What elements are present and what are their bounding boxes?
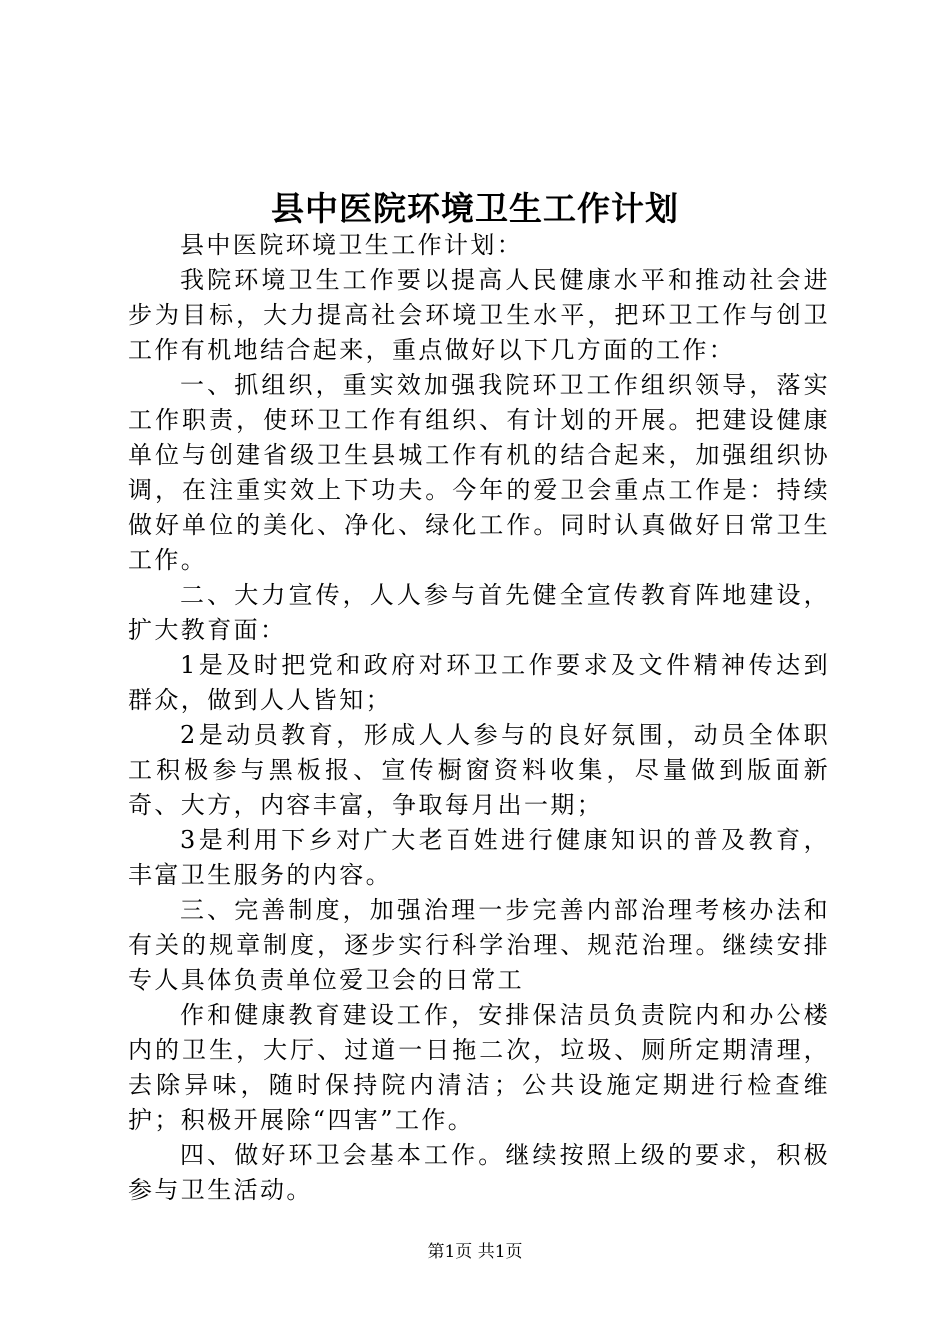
paragraph-section-two: 二、大力宣传，人人参与首先健全宣传教育阵地建设，扩大教育面： bbox=[128, 581, 830, 644]
paragraph-section-four: 四、做好环卫会基本工作。继续按照上级的要求，积极参与卫生活动。 bbox=[128, 1141, 830, 1204]
paragraph-section-three: 三、完善制度，加强治理一步完善内部治理考核办法和有关的规章制度，逐步实行科学治理、规范治理。继续安排专人具体负责单位爱卫会的日常工 bbox=[128, 896, 830, 994]
paragraph-item-three: 3是利用下乡对广大老百姓进行健康知识的普及教育，丰富卫生服务的内容。 bbox=[128, 826, 830, 889]
paragraph-section-one: 一、抓组织，重实效加强我院环卫工作组织领导，落实工作职责，使环卫工作有组织、有计划的开展。把建设健康单位与创建省级卫生县城工作有机的结合起来，加强组织协调，在注重实效上下功夫。今年的爱卫会重点工作是：持续做好单位的美化、净化、绿化工作。同时认真做好日常卫生工作。 bbox=[128, 371, 830, 574]
document-body bbox=[128, 228, 830, 1208]
page-footer: 第1页 共1页 bbox=[427, 1242, 523, 1262]
paragraph-section-three-continued: 作和健康教育建设工作，安排保洁员负责院内和办公楼内的卫生，大厅、过道一日拖二次，垃圾、厕所定期清理，去除异味，随时保持院内清洁；公共设施定期进行检查维护；积极开展除“四害”工作。 bbox=[128, 1001, 830, 1134]
paragraph-item-one: 1是及时把党和政府对环卫工作要求及文件精神传达到群众，做到人人皆知； bbox=[128, 651, 830, 714]
paragraph-item-two: 2是动员教育，形成人人参与的良好氛围，动员全体职工积极参与黑板报、宣传橱窗资料收集，尽量做到版面新奇、大方，内容丰富，争取每月出一期； bbox=[128, 721, 830, 819]
paragraph-intro: 我院环境卫生工作要以提高人民健康水平和推动社会进步为目标，大力提高社会环境卫生水平，把环卫工作与创卫工作有机地结合起来，重点做好以下几方面的工作： bbox=[128, 266, 830, 364]
paragraph-heading: 县中医院环境卫生工作计划： bbox=[180, 231, 524, 259]
document-title: 县中医院环境卫生工作计划 bbox=[271, 189, 679, 228]
